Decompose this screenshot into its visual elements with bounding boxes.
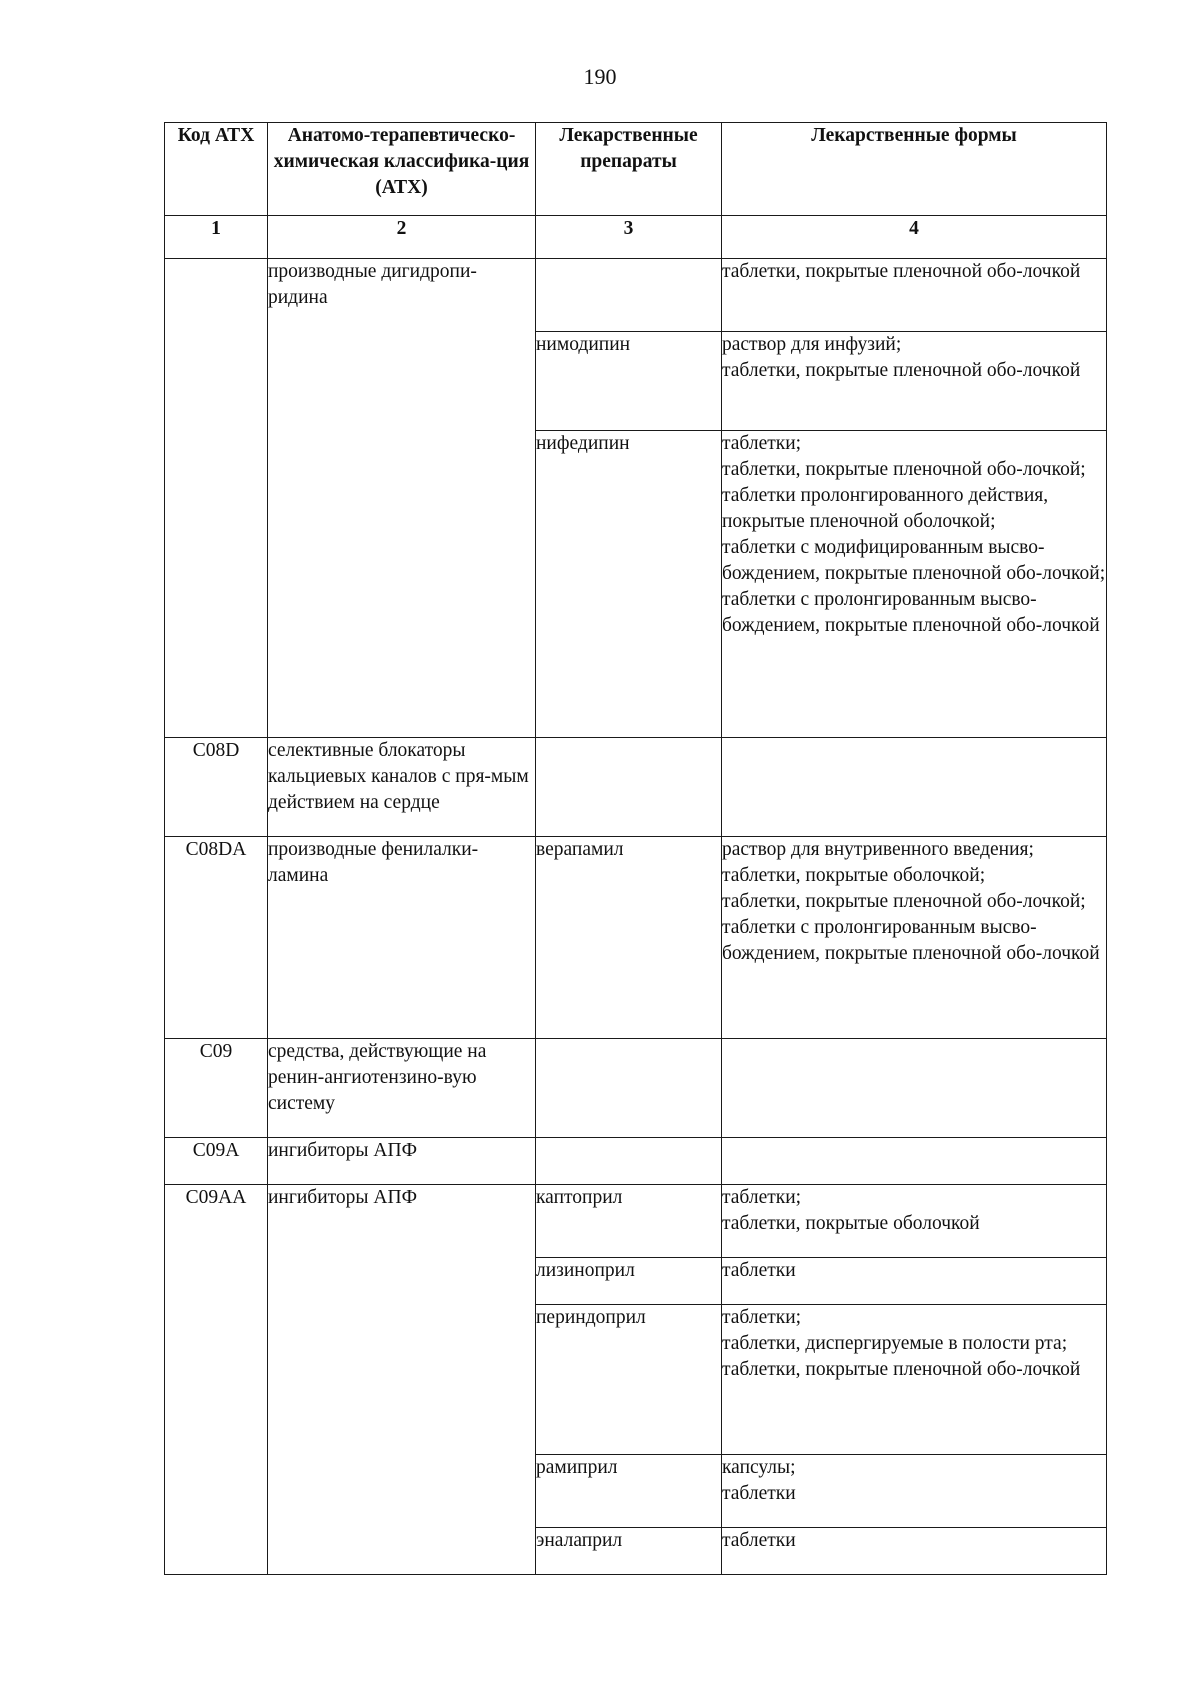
dosage-forms-cell [722, 837, 1107, 1039]
atx-classification-cell: ингибиторы АПФ [268, 1138, 536, 1185]
dosage-form-item: таблетки, покрытые оболочкой [722, 1213, 980, 1234]
header-atx-classification: Анатомо-терапевтическо-химическая классифика-ция (АТХ) [268, 123, 536, 216]
drug-cell [536, 738, 722, 837]
dosage-form-item: таблетки, покрытые пленочной обо-лочкой [722, 261, 1081, 282]
drug-cell: каптоприл [536, 1185, 722, 1258]
dosage-forms-cell [722, 1455, 1107, 1528]
drug-cell: нимодипин [536, 332, 722, 431]
dosage-form-item: таблетки, диспергируемые в полости рта; [722, 1333, 1068, 1354]
table-row [165, 1185, 1107, 1258]
dosage-form-item: таблетки, покрытые оболочкой; [722, 865, 986, 886]
dosage-form-item: раствор для инфузий; [722, 334, 902, 355]
header-dosage-forms: Лекарственные формы [722, 123, 1107, 216]
atx-classification-cell: селективные блокаторы кальциевых каналов с пря-мым действием на сердце [268, 738, 536, 837]
atx-code-cell: C08DA [165, 837, 268, 1039]
atx-classification-cell: ингибиторы АПФ [268, 1185, 536, 1575]
drug-cell [536, 1138, 722, 1185]
dosage-forms-cell [722, 1039, 1107, 1138]
drug-cell: нифедипин [536, 431, 722, 738]
dosage-form-item: таблетки, покрытые пленочной обо-лочкой; [722, 891, 1086, 912]
atx-classification-cell: производные дигидропи-ридина [268, 259, 536, 738]
table-row [165, 837, 1107, 1039]
dosage-form-item: таблетки с пролонгированным высво-бождением, покрытые пленочной обо-лочкой [722, 917, 1100, 964]
dosage-form-item: таблетки [722, 1260, 796, 1281]
atx-classification-cell: средства, действующие на ренин-ангиотензино-вую систему [268, 1039, 536, 1138]
dosage-forms-cell [722, 259, 1107, 332]
dosage-form-item: таблетки, покрытые пленочной обо-лочкой; [722, 459, 1086, 480]
atx-code-cell: C09 [165, 1039, 268, 1138]
dosage-form-item: таблетки, покрытые пленочной обо-лочкой [722, 360, 1081, 381]
header-atx-code: Код АТХ [165, 123, 268, 216]
column-number: 1 [165, 216, 268, 259]
dosage-form-item: капсулы; [722, 1457, 796, 1478]
dosage-form-item: таблетки; [722, 1307, 802, 1328]
dosage-forms-cell [722, 1305, 1107, 1455]
column-number: 4 [722, 216, 1107, 259]
table-row [165, 738, 1107, 837]
atx-code-cell [165, 259, 268, 738]
dosage-form-item: таблетки пролонгированного действия, покрытые пленочной оболочкой; [722, 485, 1049, 532]
dosage-form-item: таблетки [722, 1483, 796, 1504]
table-row [165, 259, 1107, 332]
column-number: 2 [268, 216, 536, 259]
table-header-row [165, 123, 1107, 216]
dosage-form-item: таблетки; [722, 433, 802, 454]
dosage-form-item: таблетки [722, 1530, 796, 1551]
dosage-form-item: таблетки с пролонгированным высво-бождением, покрытые пленочной обо-лочкой [722, 589, 1100, 636]
table-row [165, 1138, 1107, 1185]
column-number: 3 [536, 216, 722, 259]
dosage-forms-cell [722, 431, 1107, 738]
drug-cell: лизиноприл [536, 1258, 722, 1305]
drug-cell: рамиприл [536, 1455, 722, 1528]
dosage-forms-cell [722, 332, 1107, 431]
table-body [165, 259, 1107, 1575]
atx-classification-cell: производные фенилалки-ламина [268, 837, 536, 1039]
header-drugs: Лекарственные препараты [536, 123, 722, 216]
drug-cell: периндоприл [536, 1305, 722, 1455]
atx-code-cell: C09AA [165, 1185, 268, 1575]
dosage-forms-cell [722, 738, 1107, 837]
page-number: 190 [583, 64, 617, 89]
drug-cell [536, 1039, 722, 1138]
table-row [165, 1039, 1107, 1138]
drug-cell: эналаприл [536, 1528, 722, 1575]
dosage-form-item: таблетки; [722, 1187, 802, 1208]
drug-cell: верапамил [536, 837, 722, 1039]
atx-code-cell: C09A [165, 1138, 268, 1185]
atx-table [164, 122, 1107, 1575]
drug-cell [536, 259, 722, 332]
dosage-form-item: раствор для внутривенного введения; [722, 839, 1034, 860]
dosage-form-item: таблетки с модифицированным высво-бождением, покрытые пленочной обо-лочкой; [722, 537, 1106, 584]
dosage-form-item: таблетки, покрытые пленочной обо-лочкой [722, 1359, 1081, 1380]
dosage-forms-cell [722, 1258, 1107, 1305]
column-number-row [165, 216, 1107, 259]
dosage-forms-cell [722, 1185, 1107, 1258]
dosage-forms-cell [722, 1528, 1107, 1575]
dosage-forms-cell [722, 1138, 1107, 1185]
atx-code-cell: C08D [165, 738, 268, 837]
